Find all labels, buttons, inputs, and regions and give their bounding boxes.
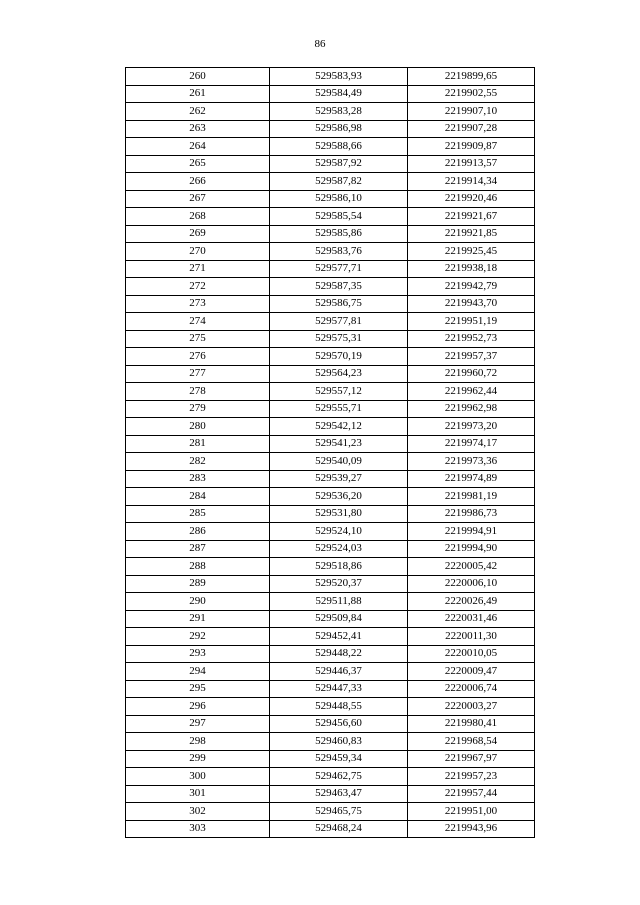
x-coordinate-cell: 529542,12 xyxy=(270,418,408,436)
point-number-cell: 282 xyxy=(126,453,270,471)
point-number-cell: 261 xyxy=(126,85,270,103)
point-number-cell: 270 xyxy=(126,243,270,261)
x-coordinate-cell: 529586,75 xyxy=(270,295,408,313)
x-coordinate-cell: 529463,47 xyxy=(270,785,408,803)
table-row xyxy=(126,453,535,471)
y-coordinate-cell: 2220031,46 xyxy=(408,610,535,628)
table-row xyxy=(126,330,535,348)
point-number-cell: 287 xyxy=(126,540,270,558)
x-coordinate-cell: 529586,10 xyxy=(270,190,408,208)
point-number-cell: 264 xyxy=(126,138,270,156)
y-coordinate-cell: 2219994,91 xyxy=(408,523,535,541)
x-coordinate-cell: 529587,35 xyxy=(270,278,408,296)
y-coordinate-cell: 2219943,96 xyxy=(408,820,535,838)
table-row xyxy=(126,750,535,768)
y-coordinate-cell: 2219951,00 xyxy=(408,803,535,821)
point-number-cell: 269 xyxy=(126,225,270,243)
table-row xyxy=(126,225,535,243)
y-coordinate-cell: 2219951,19 xyxy=(408,313,535,331)
point-number-cell: 265 xyxy=(126,155,270,173)
table-row xyxy=(126,365,535,383)
y-coordinate-cell: 2219986,73 xyxy=(408,505,535,523)
y-coordinate-cell: 2219973,36 xyxy=(408,453,535,471)
x-coordinate-cell: 529555,71 xyxy=(270,400,408,418)
y-coordinate-cell: 2219957,23 xyxy=(408,768,535,786)
point-number-cell: 295 xyxy=(126,680,270,698)
y-coordinate-cell: 2220011,30 xyxy=(408,628,535,646)
point-number-cell: 279 xyxy=(126,400,270,418)
point-number-cell: 303 xyxy=(126,820,270,838)
point-number-cell: 286 xyxy=(126,523,270,541)
table-row xyxy=(126,785,535,803)
y-coordinate-cell: 2219925,45 xyxy=(408,243,535,261)
point-number-cell: 291 xyxy=(126,610,270,628)
x-coordinate-cell: 529524,10 xyxy=(270,523,408,541)
y-coordinate-cell: 2219914,34 xyxy=(408,173,535,191)
x-coordinate-cell: 529452,41 xyxy=(270,628,408,646)
x-coordinate-cell: 529585,54 xyxy=(270,208,408,226)
point-number-cell: 274 xyxy=(126,313,270,331)
y-coordinate-cell: 2219913,57 xyxy=(408,155,535,173)
y-coordinate-cell: 2219962,98 xyxy=(408,400,535,418)
x-coordinate-cell: 529465,75 xyxy=(270,803,408,821)
y-coordinate-cell: 2219909,87 xyxy=(408,138,535,156)
point-number-cell: 293 xyxy=(126,645,270,663)
point-number-cell: 299 xyxy=(126,750,270,768)
x-coordinate-cell: 529586,98 xyxy=(270,120,408,138)
x-coordinate-cell: 529585,86 xyxy=(270,225,408,243)
table-row xyxy=(126,698,535,716)
point-number-cell: 289 xyxy=(126,575,270,593)
point-number-cell: 296 xyxy=(126,698,270,716)
page-number: 86 xyxy=(314,38,326,50)
x-coordinate-cell: 529577,71 xyxy=(270,260,408,278)
table-row xyxy=(126,260,535,278)
y-coordinate-cell: 2219980,41 xyxy=(408,715,535,733)
y-coordinate-cell: 2219962,44 xyxy=(408,383,535,401)
table-row xyxy=(126,768,535,786)
table-row xyxy=(126,313,535,331)
y-coordinate-cell: 2219942,79 xyxy=(408,278,535,296)
y-coordinate-cell: 2219907,28 xyxy=(408,120,535,138)
y-coordinate-cell: 2219967,97 xyxy=(408,750,535,768)
y-coordinate-cell: 2220009,47 xyxy=(408,663,535,681)
point-number-cell: 271 xyxy=(126,260,270,278)
x-coordinate-cell: 529459,34 xyxy=(270,750,408,768)
table-row xyxy=(126,190,535,208)
table-row xyxy=(126,680,535,698)
point-number-cell: 268 xyxy=(126,208,270,226)
point-number-cell: 277 xyxy=(126,365,270,383)
coordinates-table-body xyxy=(126,68,535,838)
table-row xyxy=(126,68,535,86)
point-number-cell: 300 xyxy=(126,768,270,786)
point-number-cell: 298 xyxy=(126,733,270,751)
x-coordinate-cell: 529511,88 xyxy=(270,593,408,611)
y-coordinate-cell: 2219920,46 xyxy=(408,190,535,208)
y-coordinate-cell: 2220005,42 xyxy=(408,558,535,576)
table-row xyxy=(126,103,535,121)
table-row xyxy=(126,488,535,506)
point-number-cell: 294 xyxy=(126,663,270,681)
table-row xyxy=(126,120,535,138)
x-coordinate-cell: 529541,23 xyxy=(270,435,408,453)
x-coordinate-cell: 529577,81 xyxy=(270,313,408,331)
y-coordinate-cell: 2219973,20 xyxy=(408,418,535,436)
y-coordinate-cell: 2219921,85 xyxy=(408,225,535,243)
x-coordinate-cell: 529509,84 xyxy=(270,610,408,628)
table-row xyxy=(126,610,535,628)
x-coordinate-cell: 529588,66 xyxy=(270,138,408,156)
y-coordinate-cell: 2219994,90 xyxy=(408,540,535,558)
x-coordinate-cell: 529448,55 xyxy=(270,698,408,716)
x-coordinate-cell: 529531,80 xyxy=(270,505,408,523)
x-coordinate-cell: 529524,03 xyxy=(270,540,408,558)
table-row xyxy=(126,540,535,558)
x-coordinate-cell: 529540,09 xyxy=(270,453,408,471)
x-coordinate-cell: 529448,22 xyxy=(270,645,408,663)
y-coordinate-cell: 2219981,19 xyxy=(408,488,535,506)
table-row xyxy=(126,348,535,366)
x-coordinate-cell: 529557,12 xyxy=(270,383,408,401)
coordinates-table xyxy=(125,67,535,838)
y-coordinate-cell: 2219943,70 xyxy=(408,295,535,313)
point-number-cell: 290 xyxy=(126,593,270,611)
table-row xyxy=(126,558,535,576)
y-coordinate-cell: 2219938,18 xyxy=(408,260,535,278)
table-row xyxy=(126,663,535,681)
point-number-cell: 266 xyxy=(126,173,270,191)
y-coordinate-cell: 2220026,49 xyxy=(408,593,535,611)
x-coordinate-cell: 529446,37 xyxy=(270,663,408,681)
point-number-cell: 272 xyxy=(126,278,270,296)
x-coordinate-cell: 529518,86 xyxy=(270,558,408,576)
x-coordinate-cell: 529536,20 xyxy=(270,488,408,506)
point-number-cell: 267 xyxy=(126,190,270,208)
point-number-cell: 285 xyxy=(126,505,270,523)
table-row xyxy=(126,628,535,646)
point-number-cell: 292 xyxy=(126,628,270,646)
table-row xyxy=(126,173,535,191)
table-row xyxy=(126,278,535,296)
point-number-cell: 284 xyxy=(126,488,270,506)
y-coordinate-cell: 2220006,10 xyxy=(408,575,535,593)
x-coordinate-cell: 529539,27 xyxy=(270,470,408,488)
table-row xyxy=(126,820,535,838)
table-row xyxy=(126,733,535,751)
point-number-cell: 283 xyxy=(126,470,270,488)
table-row xyxy=(126,593,535,611)
point-number-cell: 276 xyxy=(126,348,270,366)
point-number-cell: 281 xyxy=(126,435,270,453)
point-number-cell: 302 xyxy=(126,803,270,821)
y-coordinate-cell: 2220003,27 xyxy=(408,698,535,716)
table-row xyxy=(126,645,535,663)
table-row xyxy=(126,208,535,226)
point-number-cell: 297 xyxy=(126,715,270,733)
x-coordinate-cell: 529587,82 xyxy=(270,173,408,191)
table-row xyxy=(126,418,535,436)
table-row xyxy=(126,295,535,313)
x-coordinate-cell: 529583,93 xyxy=(270,68,408,86)
point-number-cell: 260 xyxy=(126,68,270,86)
point-number-cell: 278 xyxy=(126,383,270,401)
point-number-cell: 288 xyxy=(126,558,270,576)
y-coordinate-cell: 2219957,37 xyxy=(408,348,535,366)
table-row xyxy=(126,505,535,523)
x-coordinate-cell: 529564,23 xyxy=(270,365,408,383)
table-row xyxy=(126,243,535,261)
y-coordinate-cell: 2219974,17 xyxy=(408,435,535,453)
x-coordinate-cell: 529462,75 xyxy=(270,768,408,786)
y-coordinate-cell: 2219902,55 xyxy=(408,85,535,103)
y-coordinate-cell: 2219952,73 xyxy=(408,330,535,348)
table-row xyxy=(126,435,535,453)
x-coordinate-cell: 529575,31 xyxy=(270,330,408,348)
x-coordinate-cell: 529583,28 xyxy=(270,103,408,121)
y-coordinate-cell: 2219921,67 xyxy=(408,208,535,226)
table-row xyxy=(126,523,535,541)
point-number-cell: 262 xyxy=(126,103,270,121)
table-row xyxy=(126,155,535,173)
x-coordinate-cell: 529584,49 xyxy=(270,85,408,103)
point-number-cell: 263 xyxy=(126,120,270,138)
point-number-cell: 275 xyxy=(126,330,270,348)
point-number-cell: 273 xyxy=(126,295,270,313)
x-coordinate-cell: 529587,92 xyxy=(270,155,408,173)
table-row xyxy=(126,715,535,733)
x-coordinate-cell: 529447,33 xyxy=(270,680,408,698)
y-coordinate-cell: 2219899,65 xyxy=(408,68,535,86)
point-number-cell: 301 xyxy=(126,785,270,803)
y-coordinate-cell: 2219907,10 xyxy=(408,103,535,121)
y-coordinate-cell: 2219957,44 xyxy=(408,785,535,803)
y-coordinate-cell: 2220006,74 xyxy=(408,680,535,698)
table-row xyxy=(126,575,535,593)
x-coordinate-cell: 529456,60 xyxy=(270,715,408,733)
table-row xyxy=(126,400,535,418)
y-coordinate-cell: 2220010,05 xyxy=(408,645,535,663)
table-row xyxy=(126,138,535,156)
y-coordinate-cell: 2219960,72 xyxy=(408,365,535,383)
x-coordinate-cell: 529570,19 xyxy=(270,348,408,366)
table-row xyxy=(126,383,535,401)
table-row xyxy=(126,85,535,103)
x-coordinate-cell: 529460,83 xyxy=(270,733,408,751)
x-coordinate-cell: 529583,76 xyxy=(270,243,408,261)
table-row xyxy=(126,803,535,821)
y-coordinate-cell: 2219968,54 xyxy=(408,733,535,751)
x-coordinate-cell: 529468,24 xyxy=(270,820,408,838)
x-coordinate-cell: 529520,37 xyxy=(270,575,408,593)
point-number-cell: 280 xyxy=(126,418,270,436)
table-row xyxy=(126,470,535,488)
y-coordinate-cell: 2219974,89 xyxy=(408,470,535,488)
